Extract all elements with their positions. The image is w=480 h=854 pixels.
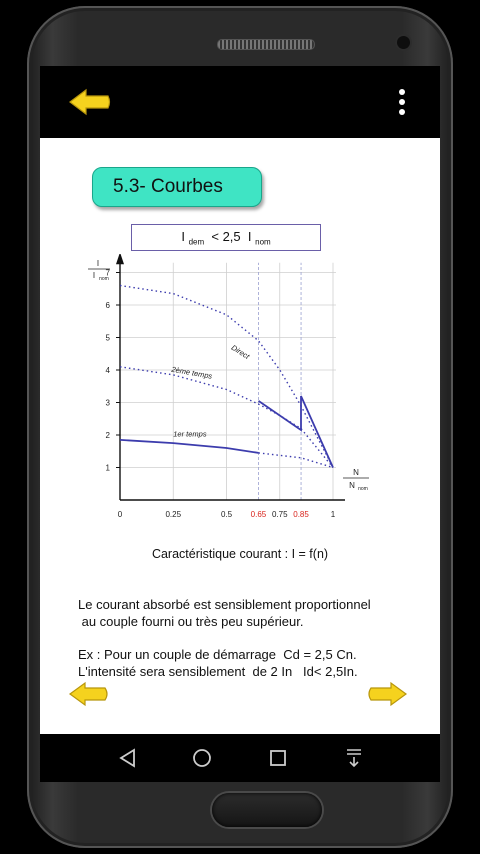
x-tick-label: 0.75 xyxy=(271,510,288,519)
y-tick-label: 4 xyxy=(105,366,110,375)
series-label-0: Direct xyxy=(229,342,252,361)
x-tick-label: 0.85 xyxy=(293,510,309,519)
back-arrow-icon[interactable] xyxy=(68,88,112,116)
y-tick-label: 7 xyxy=(105,268,110,278)
y-tick-label: 3 xyxy=(105,398,110,408)
download-icon[interactable] xyxy=(344,747,364,769)
formula-i-nom: I xyxy=(247,229,252,244)
paragraph-line-4: L'intensité sera sensiblement de 2 In Id< 2,5In. xyxy=(78,664,358,679)
formula-relation: < 2,5 xyxy=(211,229,241,244)
x-label-bottom: N xyxy=(349,481,355,490)
formula-i: I xyxy=(181,229,185,244)
chart-caption: Caractéristique courant : I = f(n) xyxy=(151,547,329,561)
x-tick-label: 0.65 xyxy=(250,510,267,519)
y-label-top: I xyxy=(96,259,100,268)
y-axis-arrow xyxy=(116,254,124,264)
next-page-arrow-icon[interactable] xyxy=(366,681,408,707)
vertical-dots-icon[interactable] xyxy=(396,88,408,118)
y-tick-label: 5 xyxy=(105,333,110,343)
x-tick-label: 0 xyxy=(117,510,123,519)
triangle-back-icon[interactable] xyxy=(118,748,138,768)
content-page xyxy=(40,138,440,734)
circle-home-icon[interactable] xyxy=(192,748,212,768)
x-label-top: N xyxy=(353,468,359,477)
prev-page-arrow-icon[interactable] xyxy=(68,681,110,707)
x-tick-label: 1 xyxy=(330,510,336,519)
series-label-1: 2ème temps xyxy=(170,364,213,381)
x-label-sub: nom xyxy=(358,486,368,492)
speaker-grille xyxy=(217,39,315,50)
series-label-2: 1er temps xyxy=(173,429,207,439)
app-toolbar xyxy=(40,66,440,138)
screen xyxy=(40,66,440,782)
square-recents-icon[interactable] xyxy=(268,748,288,768)
formula-sub-dem: dem xyxy=(188,237,205,247)
paragraph-line-1: Le courant absorbé est sensiblement proportionnel xyxy=(78,597,371,612)
y-tick-label: 2 xyxy=(105,431,110,440)
y-tick-label: 1 xyxy=(105,463,110,473)
y-label-bottom: I xyxy=(92,271,96,280)
hardware-home-button[interactable] xyxy=(212,793,322,827)
paragraph-line-2: au couple fourni ou très peu supérieur. xyxy=(78,614,304,629)
front-camera xyxy=(397,36,410,49)
x-tick-label: 0.25 xyxy=(165,510,182,519)
android-navbar xyxy=(40,734,440,782)
y-tick-label: 6 xyxy=(105,301,110,310)
formula-box xyxy=(131,224,321,251)
x-tick-label: 0.5 xyxy=(220,510,233,519)
series-line-4 xyxy=(259,453,334,468)
section-title: 5.3- Courbes xyxy=(92,167,262,207)
paragraph-line-3: Ex : Pour un couple de démarrage Cd = 2,5 Cn. xyxy=(78,647,357,662)
current-chart xyxy=(80,254,400,544)
series-line-2 xyxy=(120,440,259,453)
y-label-sub: nom xyxy=(99,276,109,282)
formula-sub-nom: nom xyxy=(255,237,271,247)
